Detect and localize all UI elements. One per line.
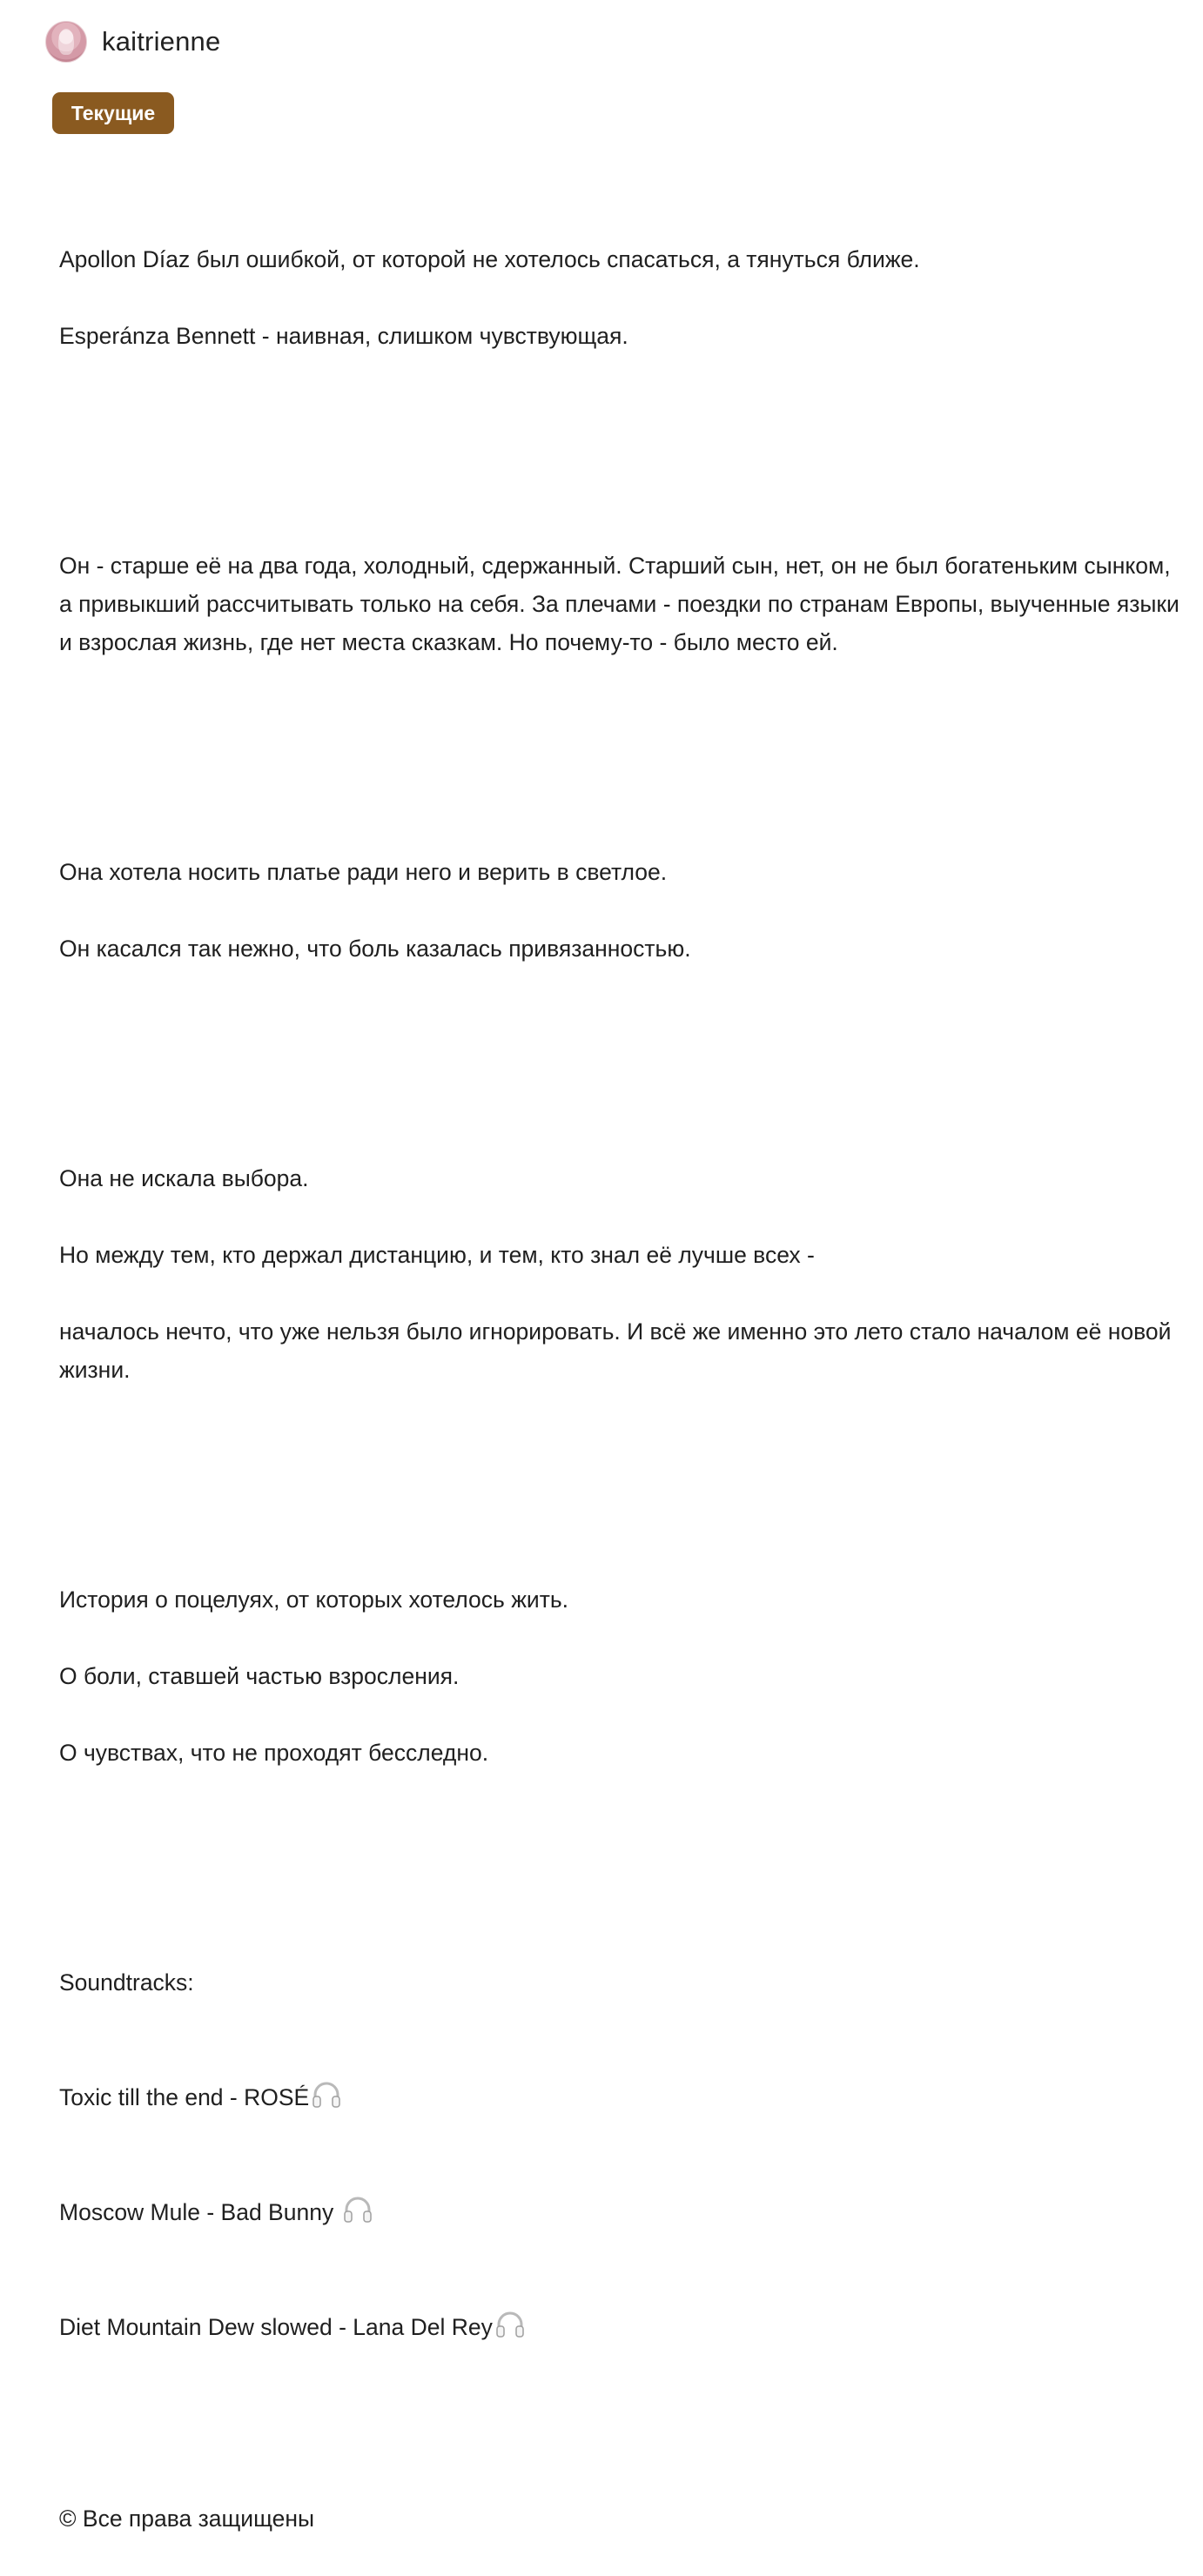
paragraph xyxy=(59,1121,1182,1427)
avatar[interactable] xyxy=(45,21,87,63)
headphones-icon xyxy=(311,2079,342,2110)
soundtracks-heading: Soundtracks: xyxy=(59,1969,194,1996)
headphones-icon xyxy=(494,2309,526,2340)
soundtrack-item xyxy=(59,2155,1182,2231)
soundtrack-item xyxy=(59,2040,1182,2116)
text-line: Он - старше её на два года, холодный, сдержанный. Старший сын, нет, он не был богатеньким сынком, а привыкший рассчитывать только на себя. За плечами - поездки по странам Европы, выученные языки и взрослая жизнь, где нет места сказкам. Но почему-то - было место ей. xyxy=(59,553,1179,655)
text-line: История о поцелуях, от которых хотелось жить. xyxy=(59,1587,569,1613)
text-line: Но между тем, кто держал дистанцию, и тем, кто знал её лучше всех - xyxy=(59,1242,815,1268)
paragraph xyxy=(59,202,1182,393)
text-line: О чувствах, что не проходят бесследно. xyxy=(59,1740,489,1766)
soundtrack-text: Moscow Mule - Bad Bunny xyxy=(59,2199,340,2225)
text-line: Она не искала выбора. xyxy=(59,1165,309,1191)
copyright-notice: © Все права защищены xyxy=(59,2506,315,2532)
soundtrack-item xyxy=(59,2270,1182,2346)
story-description xyxy=(59,164,1182,2576)
author-profile-link[interactable] xyxy=(45,21,220,63)
headphones-icon xyxy=(342,2194,373,2225)
author-username[interactable]: kaitrienne xyxy=(102,26,221,57)
text-line: Esperánza Bennett - наивная, слишком чувствующая. xyxy=(59,323,628,349)
soundtrack-text: Toxic till the end - ROSÉ xyxy=(59,2084,310,2110)
soundtrack-text: Diet Mountain Dew slowed - Lana Del Rey xyxy=(59,2314,493,2340)
text-line: Он касался так нежно, что боль казалась привязанностью. xyxy=(59,936,691,962)
paragraph xyxy=(59,815,1182,1006)
text-line: началось нечто, что уже нельзя было игнорировать. И всё же именно это лето стало началом её новой жизни. xyxy=(59,1318,1172,1383)
text-line: Apollon Díaz был ошибкой, от которой не хотелось спасаться, а тянуться ближе. xyxy=(59,246,920,272)
soundtracks-section xyxy=(59,1925,1182,2385)
paragraph xyxy=(59,508,1182,700)
status-tag[interactable]: Текущие xyxy=(52,92,174,134)
paragraph xyxy=(59,1542,1182,1810)
text-line: О боли, ставшей частью взросления. xyxy=(59,1663,460,1689)
text-line: Она хотела носить платье ради него и верить в светлое. xyxy=(59,859,668,885)
